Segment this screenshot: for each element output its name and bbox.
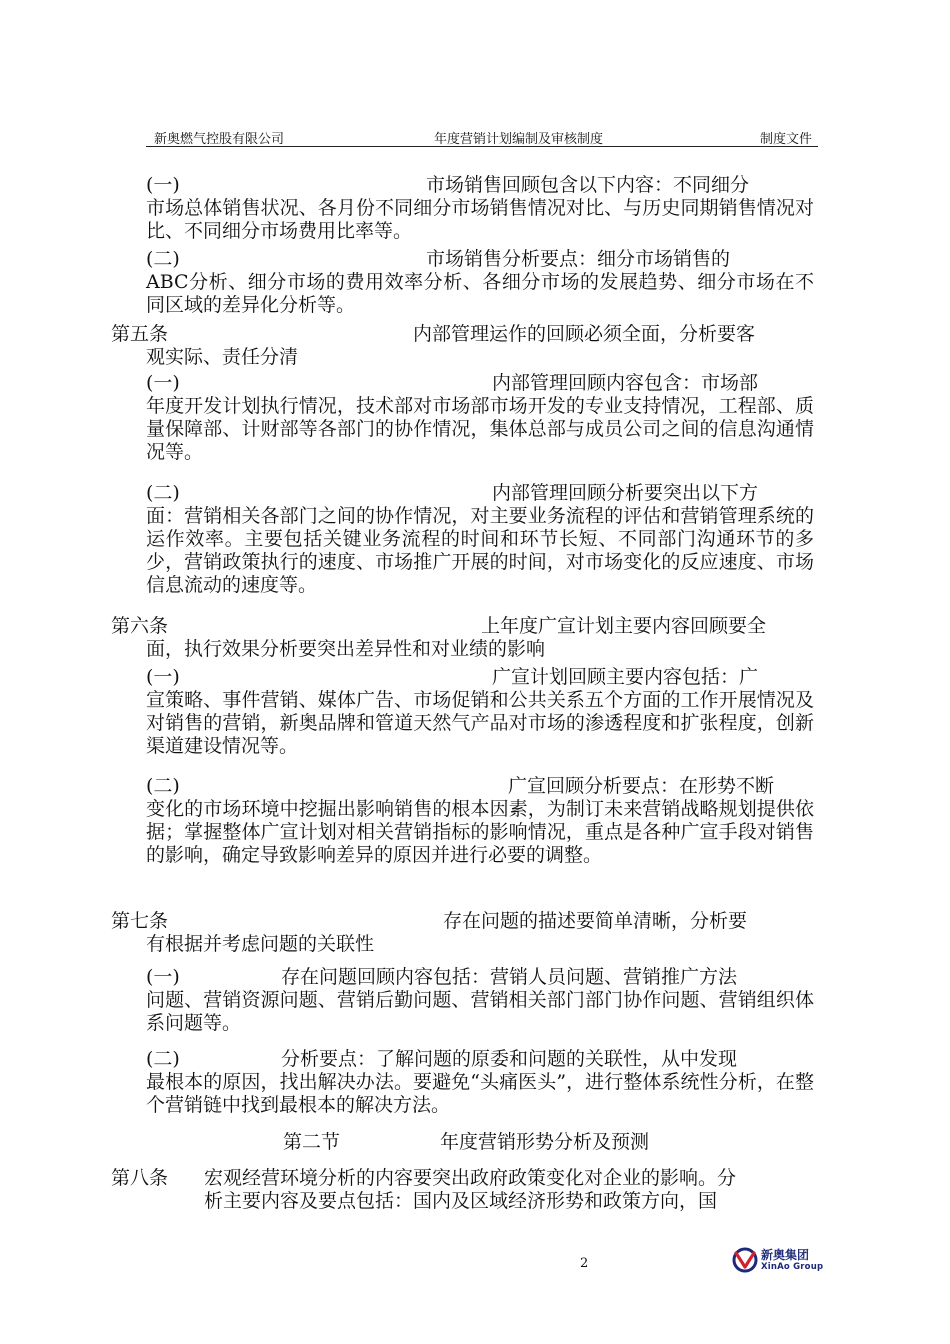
logo-english-name: XinAo Group bbox=[761, 1262, 824, 1272]
clause-text: ABC分析、细分市场的费用效率分析、各细分市场的发展趋势、细分市场在不同区域的差异化分析等。 bbox=[146, 271, 814, 316]
clause-label: (二) bbox=[146, 482, 180, 504]
article-heading: 内部管理运作的回顾必须全面，分析要客 bbox=[413, 323, 756, 345]
article-text: 面，执行效果分析要突出差异性和对业绩的影响 bbox=[146, 638, 546, 660]
clause-heading: 广宣回顾分析要点：在形势不断 bbox=[508, 775, 775, 797]
article-label: 第七条 bbox=[111, 910, 169, 932]
clause-heading: 内部管理回顾内容包含：市场部 bbox=[492, 372, 759, 394]
clause-label: (一) bbox=[146, 372, 180, 394]
section-label: 第二节 bbox=[283, 1131, 341, 1153]
clause-heading: 广宣计划回顾主要内容包括：广 bbox=[492, 666, 759, 688]
logo-chinese-name: 新奥集团 bbox=[761, 1248, 810, 1262]
xinao-logo-icon bbox=[731, 1246, 759, 1274]
section-title: 年度营销形势分析及预测 bbox=[440, 1131, 650, 1153]
article-heading: 上年度广宣计划主要内容回顾要全 bbox=[481, 615, 767, 637]
clause-label: (一) bbox=[146, 666, 180, 688]
clause-text: 年度开发计划执行情况，技术部对市场部市场开发的专业支持情况，工程部、质量保障部、计财部等各部门的协作情况，集体总部与成员公司之间的信息沟通情况等。 bbox=[146, 395, 814, 463]
page-number: 2 bbox=[580, 1256, 589, 1271]
article-heading: 宏观经营环境分析的内容要突出政府政策变化对企业的影响。分 bbox=[204, 1167, 737, 1189]
clause-label: (一) bbox=[146, 966, 180, 988]
clause-heading: 分析要点：了解问题的原委和问题的关联性，从中发现 bbox=[281, 1048, 738, 1070]
clause-label: (二) bbox=[146, 1048, 180, 1070]
header-company: 新奥燃气控股有限公司 bbox=[154, 132, 285, 147]
company-logo bbox=[731, 1244, 824, 1278]
clause-text: 最根本的原因，找出解决办法。要避免“头痛医头”，进行整体系统性分析，在整个营销链中找到最根本的解决方法。 bbox=[146, 1071, 814, 1116]
page-header bbox=[146, 126, 818, 147]
clause-label: (二) bbox=[146, 775, 180, 797]
clause-text: 面：营销相关各部门之间的协作情况，对主要业务流程的评估和营销管理系统的运作效率。主要包括关键业务流程的时间和环节长短、不同部门沟通环节的多少，营销政策执行的速度、市场推广开展的时间，对市场变化的反应速度、市场信息流动的速度等。 bbox=[146, 505, 814, 596]
clause-text: 变化的市场环境中挖掘出影响销售的根本因素，为制订未来营销战略规划提供依据；掌握整体广宣计划对相关营销指标的影响情况，重点是各种广宣手段对销售的影响，确定导致影响差异的原因并进行必要的调整。 bbox=[146, 798, 814, 866]
article-label: 第六条 bbox=[111, 615, 169, 637]
header-doc-type: 制度文件 bbox=[759, 132, 812, 147]
clause-heading: 市场销售分析要点：细分市场销售的 bbox=[426, 248, 731, 270]
article-text: 观实际、责任分清 bbox=[146, 346, 299, 368]
header-title: 年度营销计划编制及审核制度 bbox=[434, 132, 604, 147]
clause-label: (二) bbox=[146, 248, 180, 270]
clause-heading: 内部管理回顾分析要突出以下方 bbox=[492, 482, 759, 504]
article-heading: 存在问题的描述要简单清晰，分析要 bbox=[443, 910, 748, 932]
clause-text: 市场总体销售状况、各月份不同细分市场销售情况对比、与历史同期销售情况对比、不同细分市场费用比率等。 bbox=[146, 197, 814, 242]
article-text: 有根据并考虑问题的关联性 bbox=[146, 933, 375, 955]
article-label: 第五条 bbox=[111, 323, 169, 345]
article-label: 第八条 bbox=[111, 1167, 169, 1189]
clause-heading: 存在问题回顾内容包括：营销人员问题、营销推广方法 bbox=[281, 966, 738, 988]
clause-heading: 市场销售回顾包含以下内容：不同细分 bbox=[426, 174, 750, 196]
clause-text: 宣策略、事件营销、媒体广告、市场促销和公共关系五个方面的工作开展情况及对销售的营销，新奥品牌和管道天然气产品对市场的渗透程度和扩张程度，创新渠道建设情况等。 bbox=[146, 689, 814, 757]
clause-text: 问题、营销资源问题、营销后勤问题、营销相关部门部门协作问题、营销组织体系问题等。 bbox=[146, 989, 814, 1034]
article-text: 析主要内容及要点包括：国内及区域经济形势和政策方向，国 bbox=[204, 1190, 718, 1212]
clause-label: (一) bbox=[146, 174, 180, 196]
